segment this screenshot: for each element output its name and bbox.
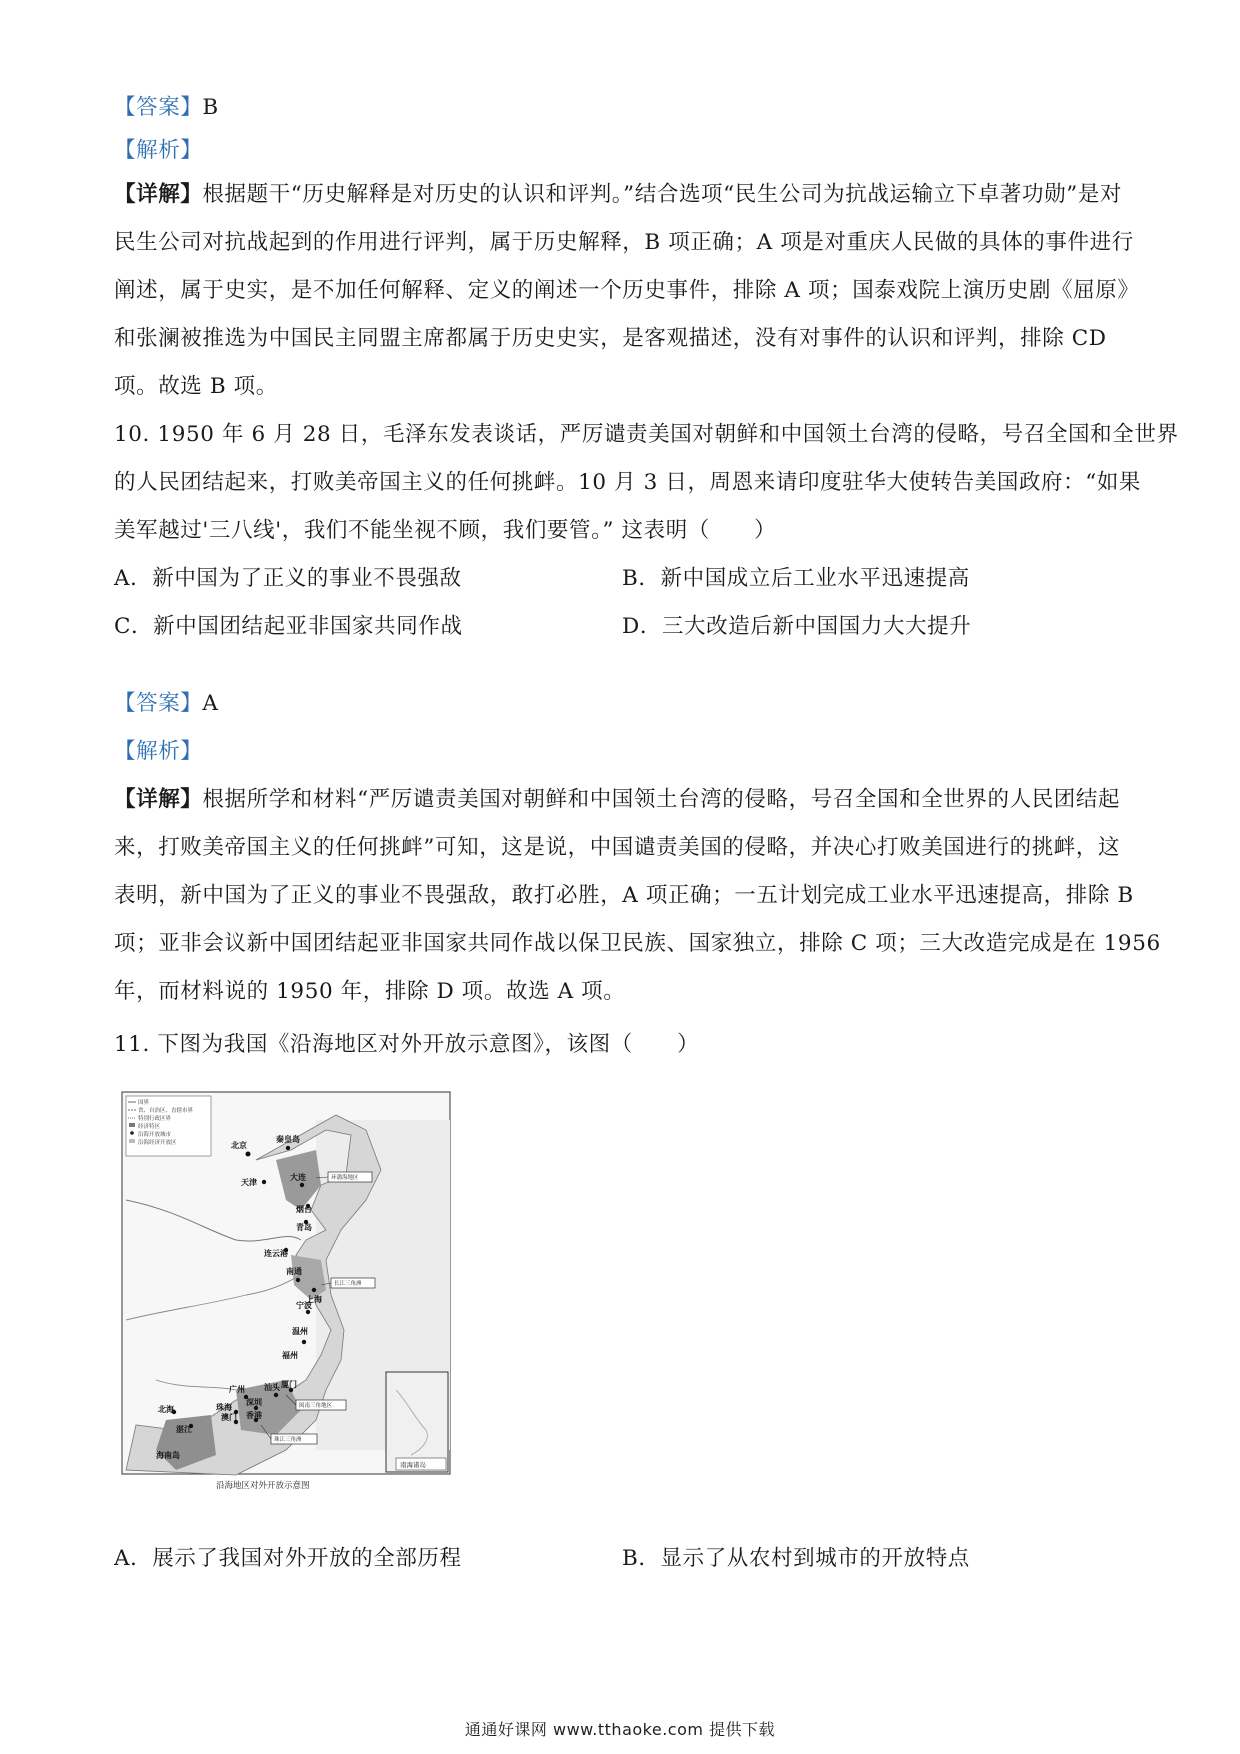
detail-line-4: 和张澜被推选为中国民主同盟主席都属于历史史实，是客观描述，没有对事件的认识和评判，排除 CD: [114, 326, 1107, 351]
detail-line-2: 民生公司对抗战起到的作用进行评判，属于历史解释，B 项正确；A 项是对重庆人民做的具体的事件进行: [114, 230, 1134, 255]
detail-text: 根据题干“历史解释是对历史的认识和评判。”结合选项“民生公司为抗战运输立下卓著功勋”是对: [202, 182, 1123, 207]
q10-detail-line-4: 项；亚非会议新中国团结起亚非国家共同作战以保卫民族、国家独立，排除 C 项；三大改造完成是在 1956: [114, 931, 1161, 956]
coastal-opening-map: [116, 1090, 456, 1492]
map-caption: 沿海地区对外开放示意图: [216, 1481, 310, 1491]
region-box-label: 闽南三角地区: [299, 1403, 333, 1409]
answer-tag: 【答案】: [114, 95, 203, 120]
q11-stem: 11. 下图为我国《沿海地区对外开放示意图》，该图（ ）: [114, 1032, 700, 1057]
city-label: 秦皇岛: [276, 1135, 300, 1144]
q11-option-b: B．显示了从农村到城市的开放特点: [622, 1546, 970, 1571]
legend-item: 国界: [138, 1100, 150, 1106]
region-box-label: 长江三角洲: [334, 1281, 362, 1287]
city-label: 连云港: [264, 1249, 288, 1258]
legend-item: 沿海经济开放区: [138, 1140, 177, 1146]
detail-line-1: [114, 180, 1134, 210]
legend-item: 省、自治区、直辖市界: [138, 1108, 194, 1114]
city-label: 南通: [286, 1267, 302, 1276]
city-label: 青岛: [296, 1223, 312, 1232]
analysis-tag: 【解析】: [114, 739, 203, 764]
city-label: 天津: [241, 1178, 257, 1187]
city-label: 澳门: [221, 1413, 237, 1422]
city-label: 珠海: [216, 1403, 232, 1412]
q10-detail-line-2: 来，打败美帝国主义的任何挑衅”可知，这是说，中国谴责美国的侵略，并决心打败美国进行的挑衅，这: [114, 835, 1121, 860]
q10-option-c: C．新中国团结起亚非国家共同作战: [114, 614, 463, 639]
answer-value: B: [202, 95, 219, 120]
detail-line-5: 项。故选 B 项。: [114, 374, 278, 399]
city-label: 汕头: [264, 1383, 280, 1392]
city-label: 福州: [282, 1351, 298, 1360]
q10-option-d: D．三大改造后新中国国力大大提升: [622, 614, 972, 639]
city-label: 宁波: [296, 1301, 312, 1310]
q10-stem-line-3: 美军越过'三八线'，我们不能坐视不顾，我们要管。” 这表明（ ）: [114, 518, 777, 543]
legend-item: 沿海开放城市: [138, 1132, 172, 1138]
analysis-line: [114, 136, 1134, 166]
q10-option-b: B．新中国成立后工业水平迅速提高: [622, 566, 970, 591]
city-label: 湛江: [176, 1425, 192, 1434]
q10-detail-line-5: 年，而材料说的 1950 年，排除 D 项。故选 A 项。: [114, 979, 626, 1004]
city-label: 北海: [158, 1405, 174, 1414]
detail-line-3: 阐述，属于史实，是不加任何解释、定义的阐述一个历史事件，排除 A 项；国泰戏院上演历史剧《屈原》: [114, 278, 1140, 303]
city-label: 深圳: [246, 1398, 262, 1407]
region-box-label: 珠江三角洲: [274, 1437, 302, 1443]
detail-text: 根据所学和材料“严厉谴责美国对朝鲜和中国领土台湾的侵略，号召全国和全世界的人民团结起: [202, 787, 1121, 812]
city-label: 烟台: [296, 1205, 312, 1214]
q10-stem-line-1: 10. 1950 年 6 月 28 日，毛泽东发表谈话，严厉谴责美国对朝鲜和中国领土台湾的侵略，号召全国和全世界: [114, 422, 1179, 447]
detail-tag: 【详解】: [114, 787, 203, 812]
q11-option-a: A．展示了我国对外开放的全部历程: [114, 1546, 462, 1571]
city-label: 北京: [231, 1141, 247, 1150]
q10-detail-line-1: [114, 785, 1134, 815]
south-sea-inset: [386, 1372, 448, 1472]
legend-item: 特别行政区界: [138, 1116, 172, 1122]
q10-detail-line-3: 表明，新中国为了正义的事业不畏强敌，敢打必胜，A 项正确；一五计划完成工业水平迅速提高，排除 B: [114, 883, 1134, 908]
answer-tag: 【答案】: [114, 691, 203, 716]
region-box-label: 环渤海地区: [331, 1175, 359, 1181]
map-figure: [116, 1090, 456, 1492]
q10-analysis-line: [114, 737, 1134, 767]
city-label: 上海: [306, 1295, 322, 1304]
city-label: 海南岛: [156, 1451, 180, 1460]
city-label: 广州: [229, 1385, 245, 1394]
city-label: 厦门: [281, 1380, 297, 1389]
q10-option-a: A．新中国为了正义的事业不畏强敌: [114, 566, 462, 591]
city-label: 温州: [292, 1327, 308, 1336]
city-label: 香港: [246, 1411, 262, 1420]
legend-item: 经济特区: [138, 1124, 161, 1130]
detail-tag: 【详解】: [114, 182, 203, 207]
analysis-tag: 【解析】: [114, 138, 203, 163]
inset-label: 南海诸岛: [400, 1461, 426, 1469]
q10-answer-line: [114, 689, 1134, 719]
q10-stem-line-2: 的人民团结起来，打败美帝国主义的任何挑衅。10 月 3 日，周恩来请印度驻华大使转告美国政府：“如果: [114, 470, 1142, 495]
city-label: 大连: [290, 1173, 306, 1182]
answer-line: [114, 93, 1134, 123]
answer-value: A: [202, 691, 219, 716]
page-footer: 通通好课网 www.tthaoke.com 提供下载: [464, 1720, 776, 1739]
